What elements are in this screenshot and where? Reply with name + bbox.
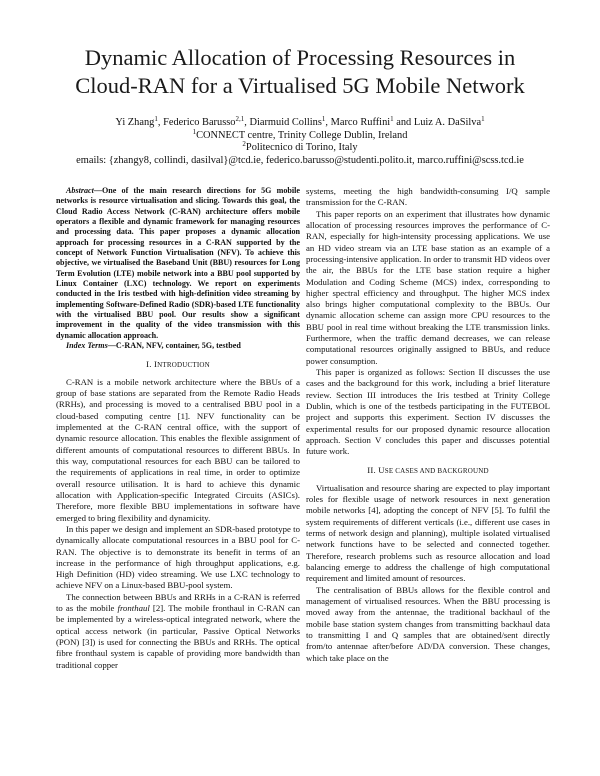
paragraph-text: [2]. The mobile fronthaul in C-RAN can be implemented by a wireless-optical integrated network, where the optical access network (in particular, Passive Optical Networks (PON) [3]) is used for connecting the BBUs and RRHs. The optical fibre fronthaul system is capable of providing more bandwidth than traditional copper xyxy=(56,603,300,670)
section-heading-introduction xyxy=(56,359,300,371)
paragraph: This paper is organized as follows: Section II discusses the use cases and the background for this work, including a brief literature review. Section III introduces the Iris testbed at Trinity College Dublin, which is one of the testbeds participating in the FUTEBOL project and supports this experiment. Section IV discusses the experimental results for our proposed dynamic resource allocation approach. Section V concludes this paper and discusses potential future work. xyxy=(306,367,550,457)
paragraph: The centralisation of BBUs allows for the flexible control and management of virtualised resources. When the BBU processing is moved away from the antennae, the traditional backhaul of the mobile base station system changes from transmitting backhaul data to transmitting I and Q samples that are obtained/sent directly from/to antennae after/before AD/DA conversion. These changes, which take place on the xyxy=(306,584,550,663)
affiliation-text: Politecnico di Torino, Italy xyxy=(245,142,358,154)
author-separator: , xyxy=(157,117,164,128)
title-line-2: Cloud-RAN for a Virtualised 5G Mobile Network xyxy=(75,73,525,98)
section-heading-smallcaps: SE CASES AND BACKGROUND xyxy=(384,466,489,475)
paragraph xyxy=(56,592,300,671)
section-heading-initial: I xyxy=(154,358,158,369)
paragraph: In this paper we design and implement an SDR-based prototype to dynamically allocate computational resources in a BBU pool for C-RAN. The objective is to demonstrate its benefit in terms of an increase in the performance of high throughput applications, e.g. High Definition (HD) video streaming. We use LXC technology to achieve NFV on a Linux-based BBU-pool system. xyxy=(56,523,300,591)
index-terms-text: —C-RAN, NFV, container, 5G, testbed xyxy=(107,341,241,351)
author-names xyxy=(0,117,600,130)
author-separator: , xyxy=(244,117,250,128)
section-numeral: II. xyxy=(367,464,376,475)
author-name: Luiz A. DaSilva xyxy=(413,117,482,128)
author-separator: and xyxy=(393,117,414,128)
affiliation-1 xyxy=(0,127,600,143)
index-terms-label: Index Terms xyxy=(66,341,108,351)
section-heading-smallcaps: NTRODUCTION xyxy=(157,360,210,369)
abstract-label: Abstract xyxy=(66,186,94,195)
author-affiliation-mark: 1 xyxy=(390,115,394,123)
author-block xyxy=(0,117,600,167)
paragraph: C-RAN is a mobile network architecture where the BBUs of a group of base stations are separated from the Remote Radio Heads (RRHs), and processing is moved to a centralised BBU pool in a cloud-based computing centre [1]. NFV functionality can be implemented at the C-RAN central office, with the support of dynamic resource allocation. This enables the flexible assignment of different amounts of computational resources to different BBUs. In this way, computational resources for each BBU can be tailored to the requirements of applications in real time, in order to optimize overall resource utilisation. It is hard to achieve this dynamic allocation with Application-specific Integrated Circuits (ASICs). Therefore, more flexible BBU implementations in software have emerged to bring flexibility and dynamicity. xyxy=(56,376,300,523)
title-line-1: Dynamic Allocation of Processing Resources in xyxy=(84,45,516,70)
author-name: Diarmuid Collins xyxy=(249,117,322,128)
index-terms xyxy=(56,341,300,351)
abstract xyxy=(56,186,300,341)
author-name: Marco Ruffini xyxy=(330,117,391,128)
abstract-text: —One of the main research directions for 5G mobile networks is resource virtualisation and slicing. Towards this goal, the Cloud Radio Access Network (C-RAN) architecture offers mobile operators a flexible and dynamic framework for managing resources and processing data. This paper proposes a dynamic allocation approach for processing resources in a C-RAN supported by the concept of Network Function Virtualisation (NFV). To achieve this objective, we virtualised the Baseband Unit (BBU) resources for Long Term Evolution (LTE) mobile network into a BBU pool supported by Linux Container (LXC) technology. We report on experiments conducted in the Iris testbed with high-definition video streaming by implementing Software-Defined Radio (SDR)-based LTE functionality with the virtualised BBU pool. Our results show a significant improvement in the quality of the video transmission with this dynamic allocation approach. xyxy=(56,186,300,340)
paragraph-text: The connection between BBUs and RRHs in a C-RAN is referred to as the mobile xyxy=(56,591,300,614)
affiliation-2 xyxy=(0,142,600,155)
right-column xyxy=(306,186,550,664)
author-separator: , xyxy=(325,117,331,128)
affiliation-text: CONNECT centre, Trinity College Dublin, Ireland xyxy=(196,129,408,141)
author-affiliation-mark: 1 xyxy=(154,115,158,123)
paragraph: Virtualisation and resource sharing are expected to play important roles for flexible usage of network resources in next generation mobile networks [4], adopting the concept of NFV [5]. To fulfil the system requirements of different verticals (i.e., different use cases in terms of network design and planning), multiple isolated virtualised network functions have to be selected and connected together. Therefore, research problems such as resource allocation and load balancing emerge to address the challenge of high computational requirement and limited amount of resources. xyxy=(306,482,550,584)
left-column xyxy=(56,186,300,671)
affiliation-mark: 1 xyxy=(192,127,197,136)
author-affiliation-mark: 1 xyxy=(321,115,326,123)
paragraph: This paper reports on an experiment that illustrates how dynamic allocation of processing resources improves the performance of C-RAN, especially for high-intensity processing applications. We use an HD video stream via an LTE base station as an example of a processing-intensive application. In order to transmit HD videos over the air, the BBUs for the LTE base station require a higher Modulation and Coding Scheme (MCS) index, corresponding to higher spectral efficiency and throughput. The higher MCS index also brings higher computational complexity to the BBUs. Our dynamic allocation scheme can assign more CPU resources to the BBU pool in real time without breaking the LTE transmission links. Furthermore, when the traffic demand decreases, we can release computational resources originally assigned to BBUs, and reduce power consumption. xyxy=(306,208,550,366)
paper-title xyxy=(0,44,600,100)
author-affiliation-mark: 2,1 xyxy=(235,115,245,123)
affiliation-mark: 2 xyxy=(242,140,246,149)
section-heading-initial: U xyxy=(378,464,385,475)
author-emails: emails: {zhangy8, collindi, dasilval}@tcd.ie, federico.barusso@studenti.polito.it, marco.ruffini@scss.tcd.ie xyxy=(76,154,524,166)
emphasized-term: fronthaul xyxy=(117,603,150,614)
author-name: Federico Barusso xyxy=(163,117,236,128)
paragraph: systems, meeting the high bandwidth-consuming I/Q sample transmission for the C-RAN. xyxy=(306,186,550,208)
section-heading-use-cases xyxy=(306,465,550,477)
author-affiliation-mark: 1 xyxy=(481,115,485,123)
section-numeral: I. xyxy=(146,358,152,369)
author-name: Yi Zhang xyxy=(115,117,155,128)
